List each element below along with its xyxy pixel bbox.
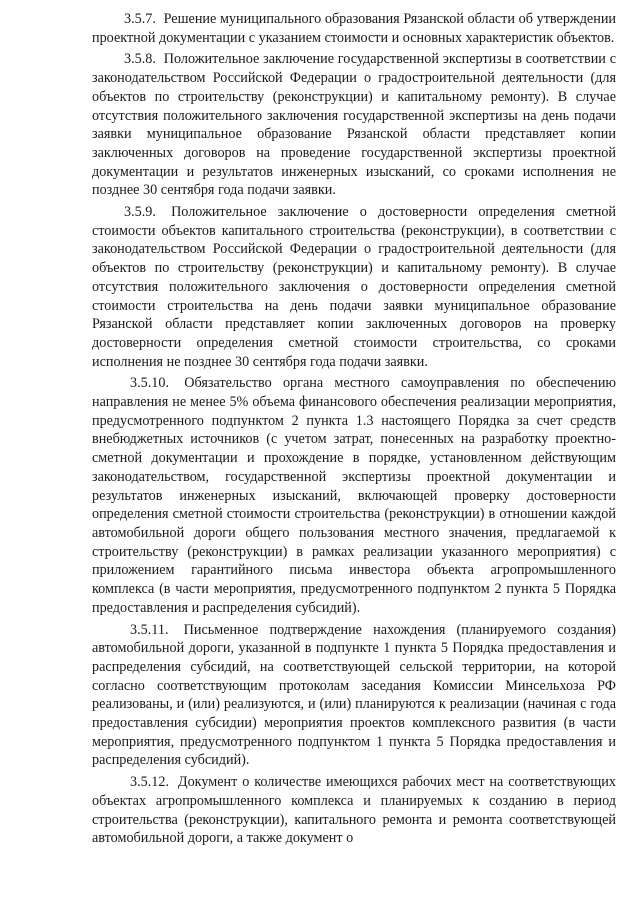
clause-number: 3.5.9. (124, 204, 156, 221)
clause-number: 3.5.12. (130, 774, 170, 791)
clause-3-5-8 (92, 50, 616, 200)
clause-number: 3.5.8. (124, 51, 156, 68)
clause-text: Письменное подтверждение нахождения (планируемого создания) автомобильной дороги, указанной в подпункте 1 пункта 5 Порядка предоставления и распределения субсидий, на соответствующей сельской территории, на которой согласно соответствующим протоколам заседания Комиссии Минсельхоза РФ реализованы, и (или) реализуются, и (или) планируются к реализации (начиная с года предоставления субсидии) мероприятия проектов комплексного развития (в части мероприятия, предусмотренного подпунктом 1 пункта 5 Порядка предоставления и распределения субсидий). (92, 621, 617, 769)
clause-3-5-12 (92, 773, 616, 848)
document-page (92, 10, 616, 851)
clause-text: Положительное заключение государственной экспертизы в соответствии с законодательством Российской Федерации о градостроительной деятельности (для объектов по строительству (реконструкции) и капитальному ремонту). В случае отсутствия положительного заключения государственной экспертизы на день подачи заявки муниципальное образование Рязанской области представляет копии заключенных договоров на проведение государственной экспертизы проектной документации и результатов инженерных изысканий, со сроками исполнения не позднее 30 сентября года подачи заявки. (92, 51, 617, 199)
clause-3-5-11 (92, 621, 616, 771)
clause-3-5-9 (92, 203, 616, 371)
clause-3-5-7 (92, 10, 616, 47)
clause-text: Положительное заключение о достоверности определения сметной стоимости объектов капитального строительства (реконструкции), в соответствии с законодательством Российской Федерации о градостроительной деятельности (для объектов по строительству (реконструкции) и капитальному ремонту). В случае отсутствия положительного заключения о достоверности определения сметной стоимости строительства на день подачи заявки муниципальное образование Рязанской области представляет копии заключенных договоров на проверку достоверности определения сметной стоимости строительства, со сроками исполнения не позднее 30 сентября года подачи заявки. (92, 204, 617, 370)
clause-3-5-10 (92, 374, 616, 617)
clause-number: 3.5.10. (130, 375, 170, 392)
clause-number: 3.5.7. (124, 11, 156, 27)
clause-text: Решение муниципального образования Рязанской области об утверждении проектной документации с указанием стоимости и основных характеристик объектов. (92, 11, 617, 46)
clause-number: 3.5.11. (130, 621, 169, 638)
clause-text: Документ о количестве имеющихся рабочих мест на соответствующих объектах агропромышленного комплекса и планируемых к созданию в период строительства (реконструкции), капитального ремонта и ремонта соответствующей автомобильной дороги, а также документ о (92, 774, 616, 847)
clause-text: Обязательство органа местного самоуправления по обеспечению направления не менее 5% объема финансового обеспечения реализации мероприятия, предусмотренного подпунктом 2 пункта 1.3 настоящего Порядка за счет средств внебюджетных источников (с учетом затрат, понесенных на разработку проектно-сметной документации и прохождение в порядке, установленном действующим законодательством, государственной экспертизы проектной документации и результатов инженерных изысканий, включающей проверку достоверности определения сметной стоимости строительства (реконструкции) в отношении каждой автомобильной дороги общего пользования местного значения, предлагаемой к строительству (реконструкции) в рамках реализации указанного мероприятия) с приложением гарантийного письма инвестора объекта агропромышленного комплекса (в части мероприятия, предусмотренного подпунктом 2 пункта 5 Порядка предоставления и распределения субсидий). (92, 375, 617, 616)
